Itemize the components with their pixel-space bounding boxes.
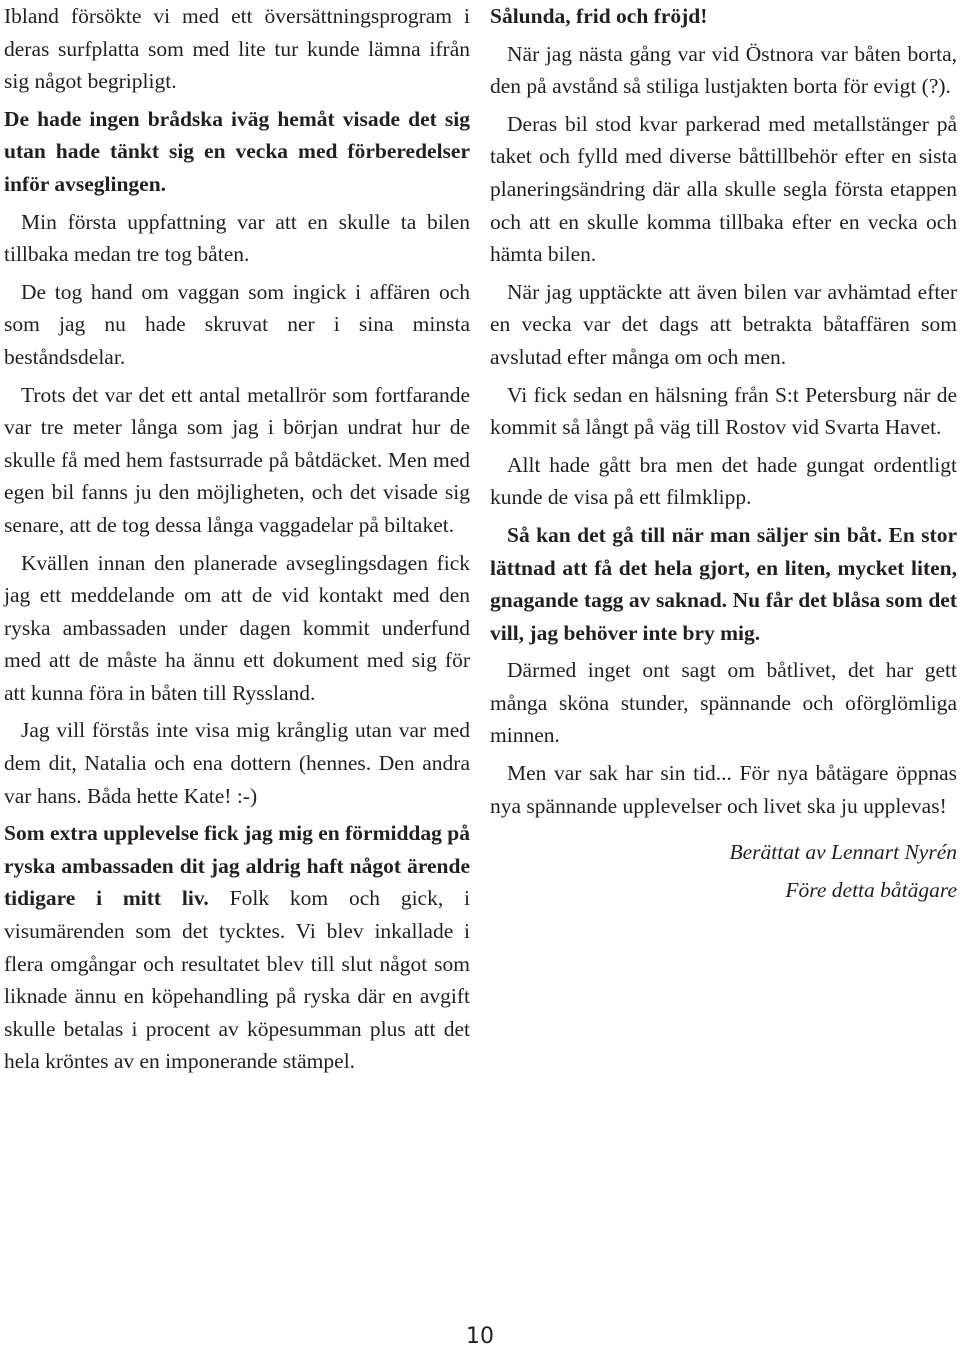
paragraph: Deras bil stod kvar parkerad med metallstänger på taket och fylld med diverse båttillbehör efter en sista planeringsändring där alla skulle segla första etappen och att en skulle komma tillbaka efter en vecka och hämta bilen. xyxy=(490,111,957,267)
right-column xyxy=(490,0,957,911)
left-column xyxy=(4,0,470,1083)
paragraph: Min första uppfattning var att en skulle ta bilen tillbaka medan tre tog båten. xyxy=(4,209,470,267)
signature-block xyxy=(490,836,957,906)
bold-paragraph: Så kan det gå till när man säljer sin båt. En stor lättnad att få det hela gjort, en liten, mycket liten, gnagande tagg av saknad. Nu får det blåsa som det vill, jag behöver inte bry mig. xyxy=(490,522,957,645)
paragraph: De tog hand om vaggan som ingick i affären och som jag nu hade skruvat ner i sina minsta beståndsdelar. xyxy=(4,279,470,369)
paragraph: Men var sak har sin tid... För nya båtägare öppnas nya spännande upplevelser och livet ska ju upplevas! xyxy=(490,761,957,818)
paragraph: Kvällen innan den planerade avseglingsdagen fick jag ett meddelande om att de vid kontakt med den ryska ambassaden under dagen kommit underfund med att de måste ha ännu ett dokument med sig för att kunna föra in båten till Ryssland. xyxy=(4,550,470,705)
paragraph: Vi fick sedan en hälsning från S:t Petersburg när de kommit så långt på väg till Rostov vid Svarta Havet. xyxy=(490,382,957,440)
paragraph: Trots det var det ett antal metallrör som fortfarande var tre meter långa som jag i början undrat hur de skulle få med hem fastsurrade på båtdäcket. Men med egen bil fanns ju den möjligheten, och det visade sig senare, att de tog dessa långa vaggadelar på biltaket. xyxy=(4,382,470,537)
paragraph: När jag nästa gång var vid Östnora var båten borta, den på avstånd så stiliga lustjakten borta för evigt (?). xyxy=(490,41,957,99)
author-title: Före detta båtägare xyxy=(785,877,957,902)
section-heading: Sålunda, frid och fröjd! xyxy=(490,4,708,28)
author-credit: Berättat av Lennart Nyrén xyxy=(729,840,957,865)
bold-paragraph: De hade ingen brådska iväg hemåt visade det sig utan hade tänkt sig en vecka med förberedelser inför avseglingen. xyxy=(4,106,470,196)
regular-text: Folk kom och gick, i visumärenden som det tycktes. Vi blev inkallade i flera omgångar och resultatet blev till slut något som liknade ännu en köpehandling på ryska där en avgift skulle betalas i procent av köpesumman plus att det hela kröntes av en imponerande stämpel. xyxy=(4,886,471,1074)
paragraph: Allt hade gått bra men det hade gungat ordentligt kunde de visa på ett filmklipp. xyxy=(490,452,957,510)
paragraph: När jag upptäckte att även bilen var avhämtad efter en vecka var det dags att betrakta båtaffären som avslutad efter många om och men. xyxy=(490,279,957,369)
mixed-paragraph xyxy=(4,817,470,1078)
paragraph: Därmed inget ont sagt om båtlivet, det har gett många sköna stunder, spännande och oförglömliga minnen. xyxy=(490,658,957,748)
paragraph: Ibland försökte vi med ett översättningsprogram i deras surfplatta som med lite tur kunde lämna ifrån sig något begripligt. xyxy=(4,4,470,94)
bold-text: Som extra upplevelse fick jag mig en förmiddag på ryska ambassaden dit jag aldrig haft något ärende tidigare i mitt liv. xyxy=(4,821,470,911)
page-number: 10 xyxy=(466,1324,494,1349)
paragraph: Jag vill förstås inte visa mig krånglig utan var med dem dit, Natalia och ena dottern (hennes. Den andra var hans. Båda hette Kate! :-) xyxy=(4,718,470,808)
